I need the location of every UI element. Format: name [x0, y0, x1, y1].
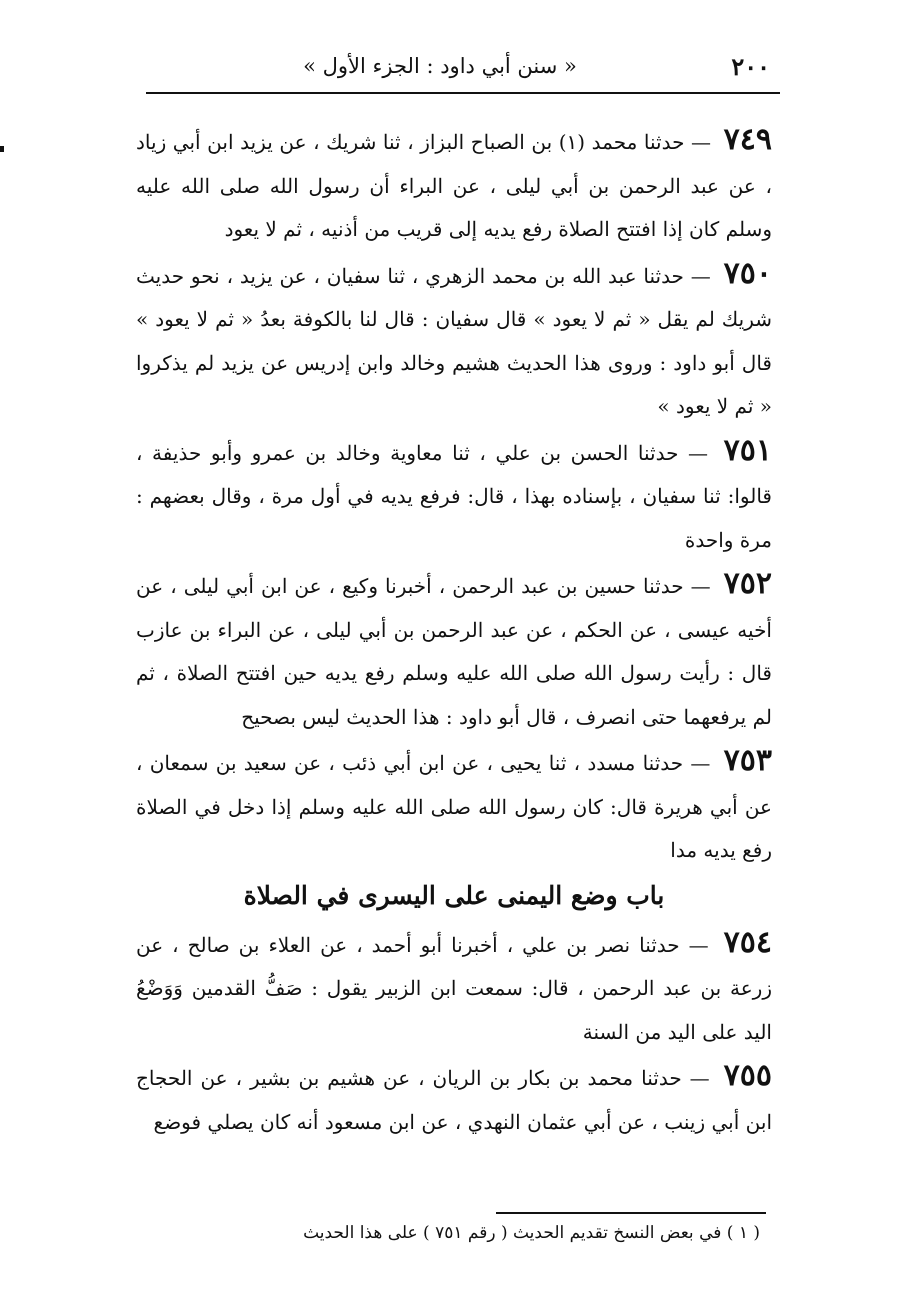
- hadith-text: — حدثنا محمد بن بكار بن الريان ، عن هشيم بن بشير ، عن الحجاج ابن أبي زينب ، عن أبي عثمان النهدي ، عن ابن مسعود أنه كان يصلي فوضع: [136, 1066, 772, 1134]
- header-rule: [146, 92, 780, 94]
- margin-mark: [0, 146, 4, 152]
- hadith-number: ٧٥٣: [723, 743, 773, 778]
- footnote: ( ١ ) في بعض النسخ تقديم الحديث ( رقم ٧٥١ ) على هذا الحديث: [303, 1223, 760, 1243]
- hadith-number: ٧٥٥: [723, 1058, 772, 1093]
- page-number: ٢٠٠: [731, 52, 770, 81]
- hadith-text: — حدثنا نصر بن علي ، أخبرنا أبو أحمد ، عن العلاء بن صالح ، عن زرعة بن عبد الرحمن ، قال: سمعت ابن الزبير يقول : صَفُّ القدمين وَوَضْعُ اليد على اليد من السنة: [136, 932, 772, 1044]
- hadith-text: — حدثنا محمد (١) بن الصباح البزاز ، ثنا شريك ، عن يزيد ابن أبي زياد ، عن عبد الرحمن بن أبي ليلى ، عن البراء أن رسول الله صلى الله عليه وسلم كان إذا افتتح الصلاة رفع يديه إلى قريب من أذنيه ، ثم لا يعود: [136, 130, 772, 241]
- hadith-entry: [136, 921, 772, 1055]
- running-title: « سنن أبي داود : الجزء الأول »: [303, 54, 577, 78]
- hadith-entry: [136, 562, 772, 739]
- hadith-number: ٧٥٢: [723, 566, 773, 601]
- hadith-entry: [136, 118, 772, 252]
- hadith-entry: [136, 1054, 772, 1144]
- hadith-number: ٧٥٠: [723, 255, 773, 291]
- body-text: [136, 118, 772, 1144]
- footnote-rule: [496, 1212, 766, 1214]
- hadith-entry: [136, 429, 772, 563]
- hadith-number: ٧٤٩: [723, 122, 772, 157]
- hadith-entry: [136, 252, 772, 429]
- hadith-text: — حدثنا حسين بن عبد الرحمن ، أخبرنا وكيع ، عن ابن أبي ليلى ، عن أخيه عيسى ، عن الحكم ، عن عبد الرحمن بن أبي ليلى ، عن البراء بن عازب قال : رأيت رسول الله صلى الله عليه وسلم رفع يديه حين افتتح الصلاة ، ثم لم يرفعهما حتى انصرف ، قال أبو داود : هذا الحديث ليس بصحيح: [136, 574, 772, 729]
- hadith-entry: [136, 739, 772, 873]
- hadith-text: — حدثنا مسدد ، ثنا يحيى ، عن ابن أبي ذئب ، عن سعيد بن سمعان ، عن أبي هريرة قال: كان رسول الله صلى الله عليه وسلم إذا دخل في الصلاة رفع يديه مدا: [136, 751, 772, 862]
- section-heading: باب وضع اليمنى على اليسرى في الصلاة: [243, 880, 665, 910]
- hadith-number: ٧٥٤: [723, 924, 773, 960]
- hadith-text: — حدثنا الحسن بن علي ، ثنا معاوية وخالد بن عمرو وأبو حذيفة ، قالوا: ثنا سفيان ، بإسناده بهذا ، قال: فرفع يديه في أول مرة ، وقال بعضهم : مرة واحدة: [136, 440, 772, 552]
- hadith-text: — حدثنا عبد الله بن محمد الزهري ، ثنا سفيان ، عن يزيد ، نحو حديث شريك لم يقل « ثم لا يعود » قال سفيان : قال لنا بالكوفة بعدُ « ثم لا يعود » قال أبو داود : وروى هذا الحديث هشيم وخالد وابن إدريس عن يزيد لم يذكروا « ثم لا يعود »: [136, 263, 772, 418]
- page-header: [150, 48, 770, 90]
- hadith-number: ٧٥١: [723, 432, 773, 468]
